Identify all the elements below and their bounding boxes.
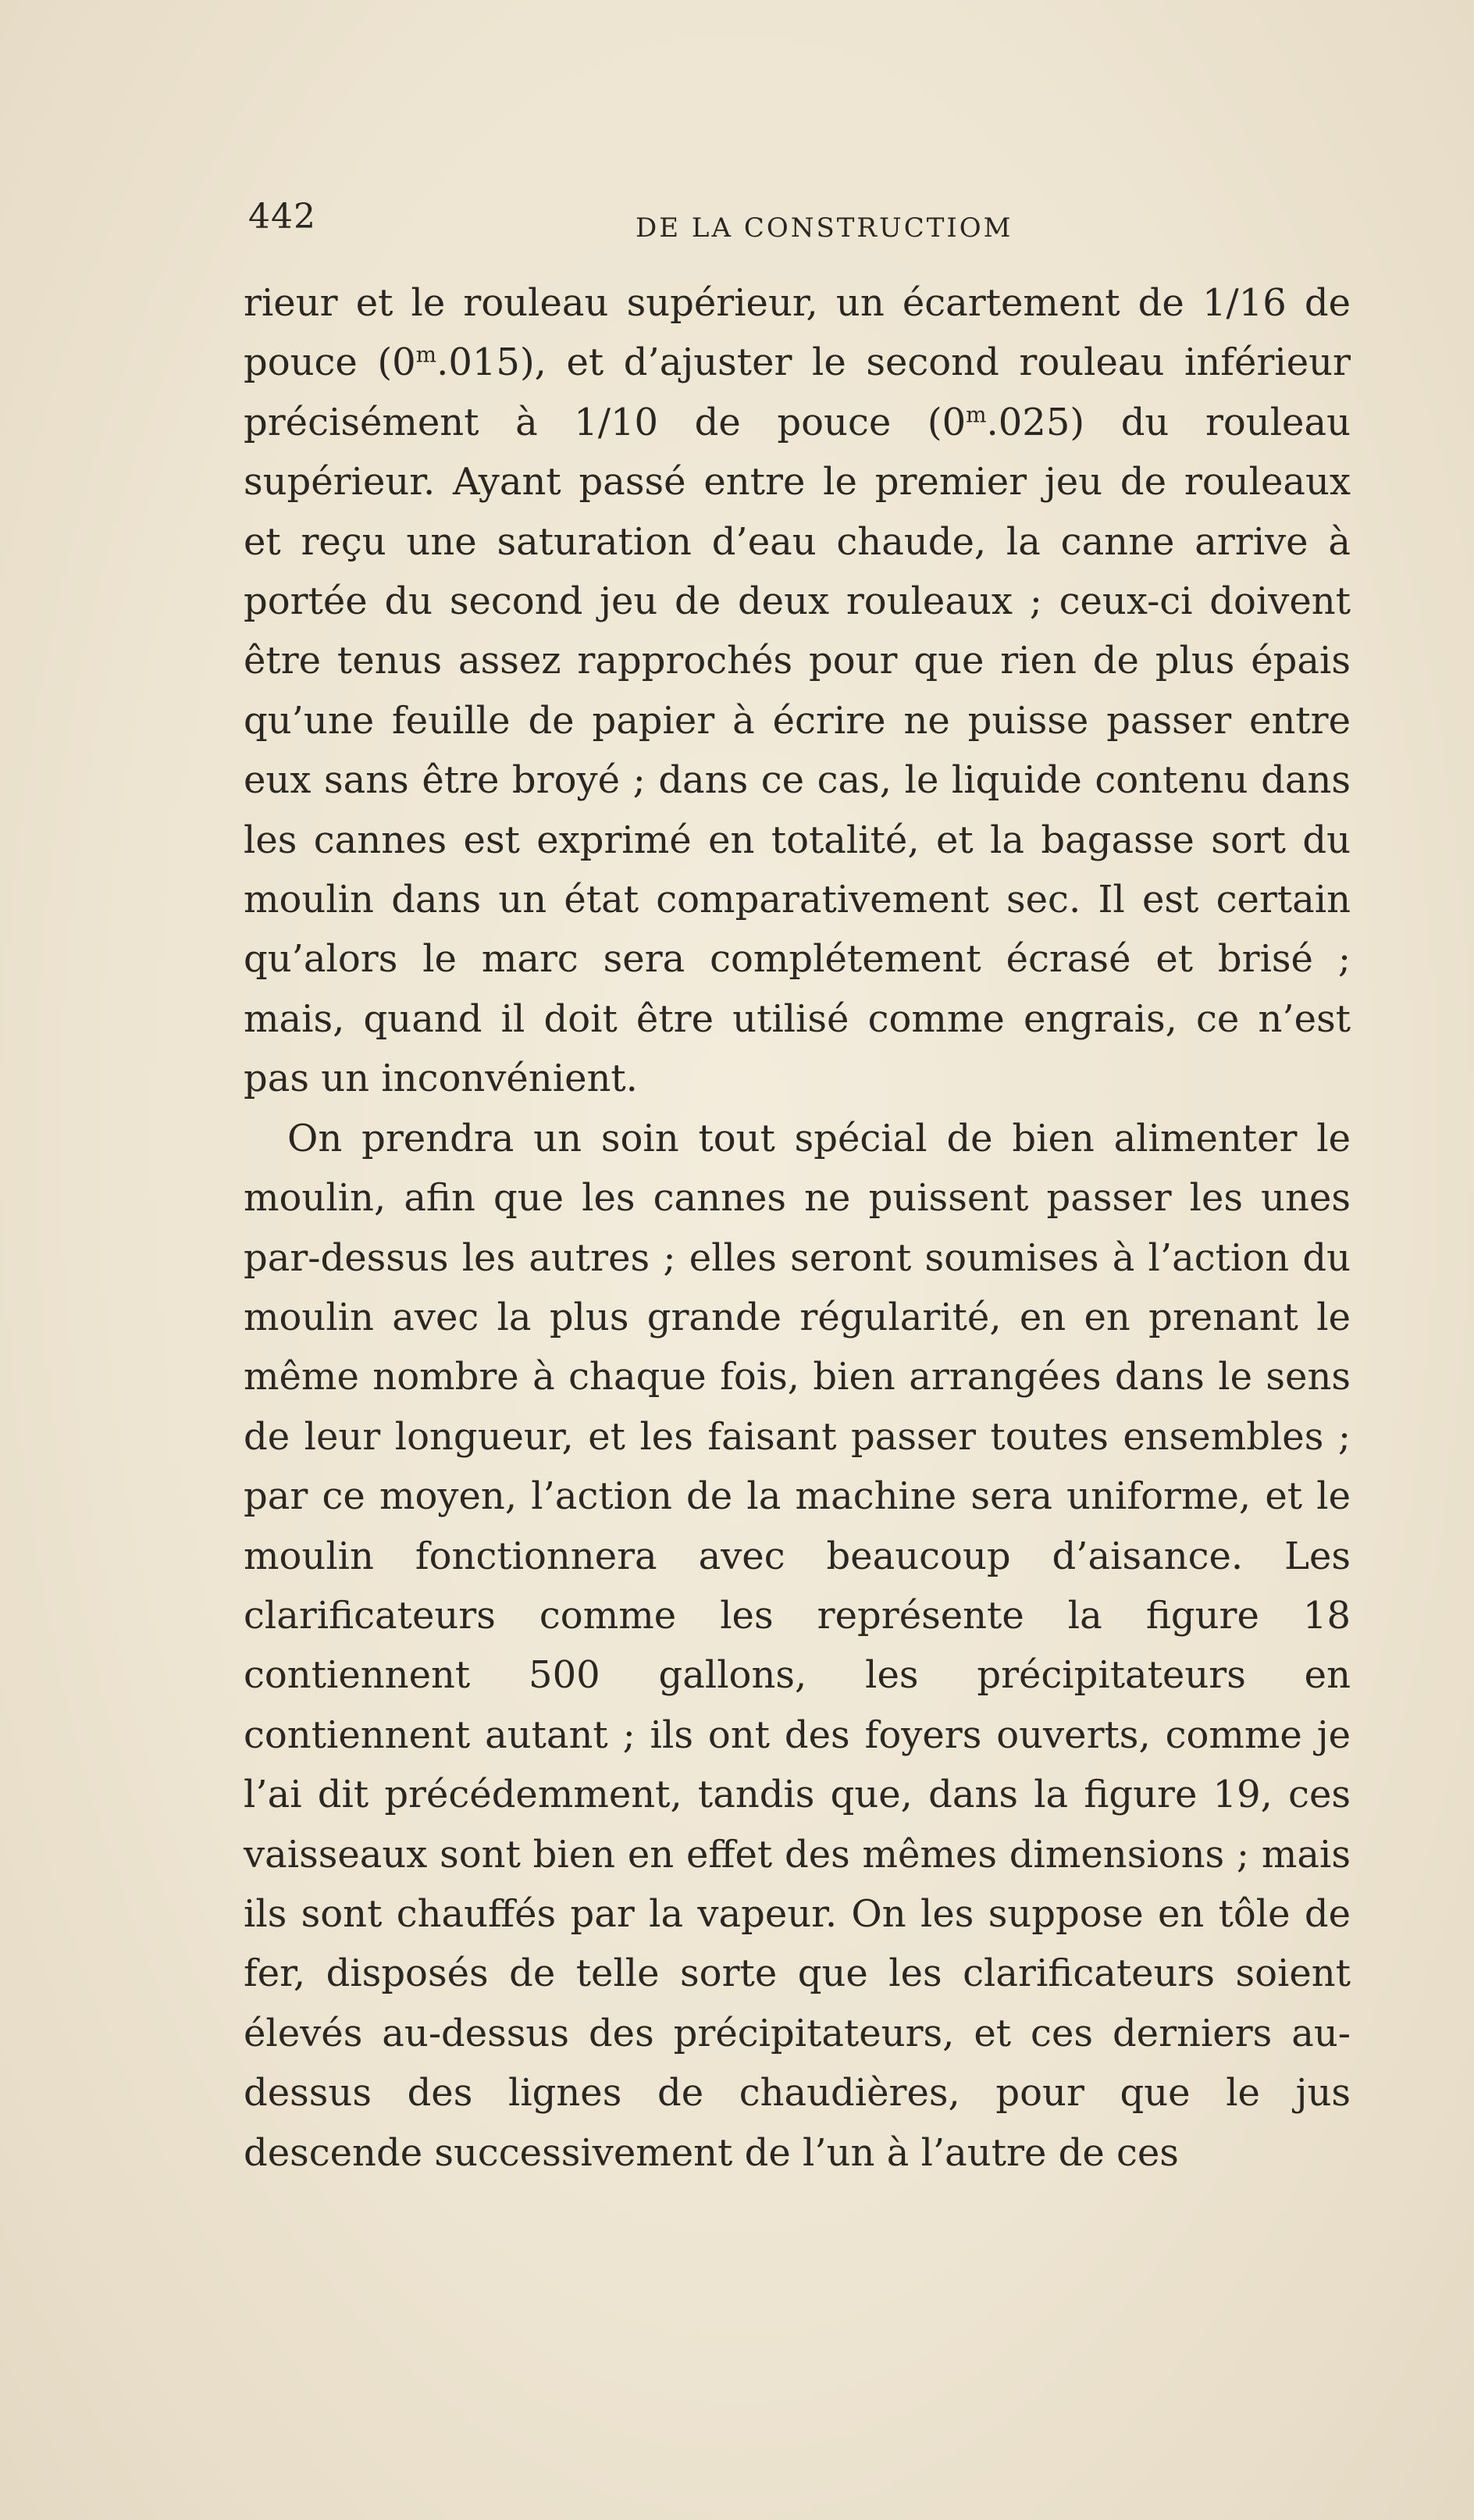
- running-title: DE LA CONSTRUCTIOM: [636, 212, 1013, 244]
- text-run: On prendra un soin tout spécial de bien alimenter le moulin, afin que les cannes ne puissent passer les unes par-dessus les autres ; elles seront soumises à l’action du moulin avec la plus grande régularité, en en prenant le même nombre à chaque fois, bien arrangées dans le sens de leur longueur, et les faisant passer toutes ensembles ; par ce moyen, l’action de la machine sera uniforme, et le moulin fonctionnera avec beaucoup d’aisance. Les clarificateurs comme les représente la figure 18 contiennent 500 gallons, les précipitateurs en contiennent autant ; ils ont des foyers ouverts, comme je l’ai dit précédemment, tandis que, dans la figure 19, ces vaisseaux sont bien en effet des mêmes dimensions ; mais ils sont chauffés par la vapeur. On les suppose en tôle de fer, disposés de telle sorte que les clarificateurs soient élevés au-dessus des précipitateurs, et ces derniers au-dessus des lignes de chaudières, pour que le jus descende successivement de l’un à l’autre de ces: [244, 1116, 1351, 2175]
- running-head: [248, 197, 1349, 244]
- text-run: rieur et le rouleau supérieur, un écartement de 1/16 de pouce (0: [244, 281, 1351, 385]
- text-run: .025) du rouleau supérieur. Ayant passé entre le premier jeu de rouleaux et reçu une saturation d’eau chaude, la canne arrive à portée du second jeu de deux rouleaux ; ceux-ci doivent être tenus assez rapprochés pour que rien de plus épais qu’une feuille de papier à écrire ne puisse passer entre eux sans être broyé ; dans ce cas, le liquide contenu dans les cannes est exprimé en totalité, et la bagasse sort du moulin dans un état comparativement sec. Il est certain qu’alors le marc sera complétement écrasé et brisé ; mais, quand il doit être utilisé comme engrais, ce n’est pas un inconvénient.: [244, 400, 1351, 1101]
- paragraph: [244, 273, 1351, 1109]
- text-run: .015), et d’ajuster le second rouleau inférieur précisément à 1/10 de pouce (0: [244, 340, 1351, 444]
- body-text: [244, 273, 1351, 2183]
- paragraph: [244, 1109, 1351, 2183]
- superscript-metre: m: [415, 341, 437, 368]
- page-number: 442: [248, 197, 316, 237]
- superscript-metre: m: [966, 401, 987, 428]
